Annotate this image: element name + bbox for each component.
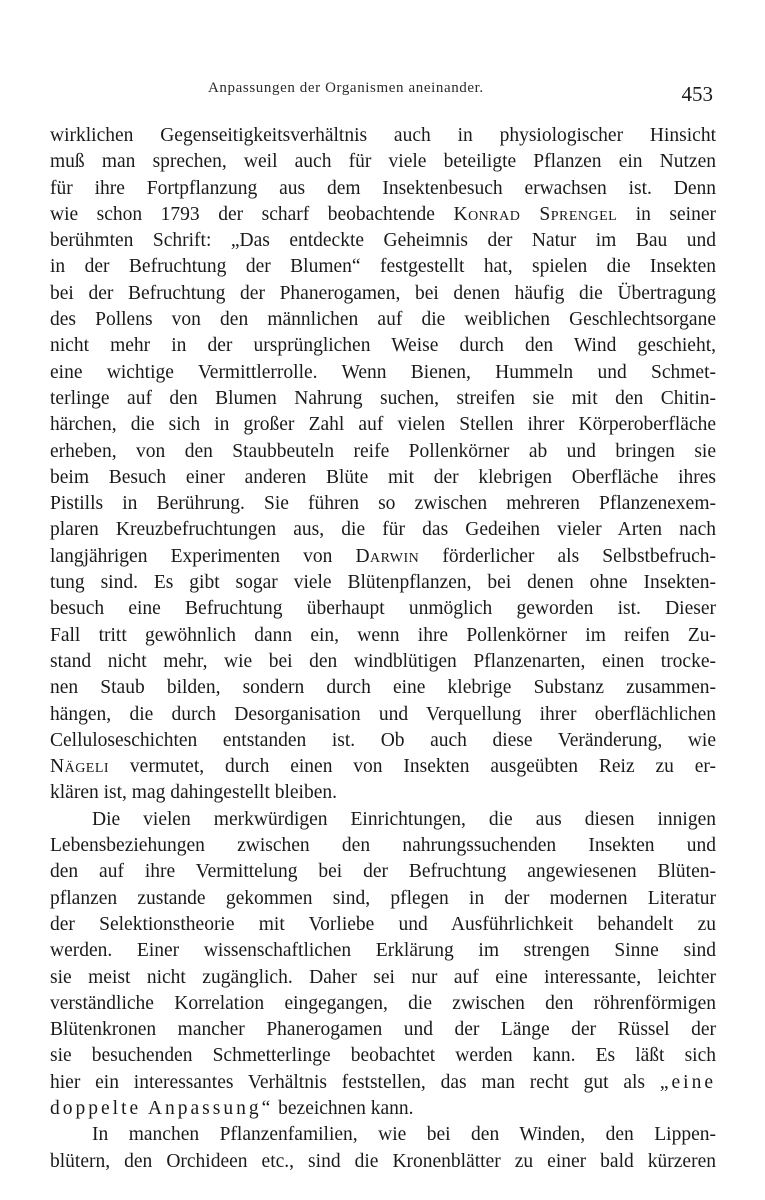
text-segment: langjährigen Experimenten von <box>50 545 356 567</box>
running-title: Anpassungen der Organismen aneinander. <box>208 80 484 96</box>
text-line <box>50 544 716 570</box>
author-name: Darwin <box>355 545 420 567</box>
text-line: der Selektionstheorie mit Vorliebe und Ausführlichkeit behandelt zu <box>50 913 716 935</box>
text-line: den auf ihre Vermittelung bei der Befruchtung angewiesenen Blüten- <box>50 861 716 883</box>
text-line: des Pollens von den männlichen auf die weiblichen Geschlechtsorgane <box>50 309 716 331</box>
text-line: klären ist, mag dahingestellt bleiben. <box>50 782 338 804</box>
text-line: erheben, von den Staubbeuteln reife Pollenkörner ab und bringen sie <box>50 440 716 462</box>
text-line: für ihre Fortpflanzung aus dem Insektenbesuch erwachsen ist. Denn <box>50 177 716 199</box>
text-line: nen Staub bilden, sondern durch eine klebrige Substanz zusammen- <box>50 677 716 699</box>
text-segment: bezeichnen kann. <box>273 1097 414 1119</box>
spaced-emphasis: „eine <box>659 1071 716 1093</box>
text-line: plaren Kreuzbefruchtungen aus, die für das Gedeihen vieler Arten nach <box>50 519 716 541</box>
text-line: härchen, die sich in großer Zahl auf vielen Stellen ihrer Körperoberfläche <box>50 414 716 436</box>
text-line: tung sind. Es gibt sogar viele Blütenpflanzen, bei denen ohne Insekten- <box>50 572 716 594</box>
text-segment: vermutet, durch einen von Insekten ausgeübten Reiz zu er- <box>109 756 716 778</box>
text-line: sie besuchenden Schmetterlinge beobachtet werden kann. Es läßt sich <box>50 1045 716 1067</box>
text-segment: wie schon 1793 der scharf beobachtende <box>50 203 454 225</box>
text-line: pflanzen zustande gekommen sind, pflegen in der modernen Literatur <box>50 887 716 909</box>
text-line: hängen, die durch Desorganisation und Verquellung ihrer oberflächlichen <box>50 703 716 725</box>
text-segment: in seiner <box>617 203 716 225</box>
text-line: terlinge auf den Blumen Nahrung suchen, streifen sie mit den Chitin- <box>50 387 716 409</box>
text-line <box>50 1070 716 1096</box>
running-head <box>0 76 765 106</box>
text-line <box>50 202 716 228</box>
text-line: beim Besuch einer anderen Blüte mit der klebrigen Oberfläche ihres <box>50 466 716 488</box>
text-line: werden. Einer wissenschaftlichen Erklärung im strengen Sinne sind <box>50 940 716 962</box>
text-line: Lebensbeziehungen zwischen den nahrungssuchenden Insekten und <box>50 835 716 857</box>
text-line: berühmten Schrift: „Das entdeckte Geheimnis der Natur im Bau und <box>50 230 716 252</box>
text-line: sie meist nicht zugänglich. Daher sei nur auf eine interessante, leichter <box>50 966 716 988</box>
text-line: Die vielen merkwürdigen Einrichtungen, die aus diesen innigen <box>92 808 716 830</box>
text-segment: hier ein interessantes Verhältnis feststellen, das man recht gut als <box>50 1071 660 1093</box>
page-number: 453 <box>681 82 713 106</box>
text-line: bei der Befruchtung der Phanerogamen, bei denen häufig die Übertragung <box>50 282 716 304</box>
text-line: besuch eine Befruchtung überhaupt unmöglich geworden ist. Dieser <box>50 598 716 620</box>
text-line: in der Befruchtung der Blumen“ festgestellt hat, spielen die Insekten <box>50 256 716 278</box>
author-name: Nägeli <box>50 756 110 778</box>
text-segment: förderlicher als Selbstbefruch- <box>419 545 716 567</box>
spaced-emphasis: doppelte Anpassung“ <box>50 1097 274 1119</box>
text-line: wirklichen Gegenseitigkeitsverhältnis auch in physiologischer Hinsicht <box>50 125 716 146</box>
text-line <box>50 1096 716 1122</box>
text-line: eine wichtige Vermittlerrolle. Wenn Bienen, Hummeln und Schmet- <box>50 361 716 383</box>
text-line: Celluloseschichten entstanden ist. Ob auch diese Veränderung, wie <box>50 729 716 751</box>
text-line: blütern, den Orchideen etc., sind die Kronenblätter zu einer bald kürzeren <box>50 1150 716 1172</box>
text-line: muß man sprechen, weil auch für viele beteiligte Pflanzen ein Nutzen <box>50 151 716 173</box>
text-line: Blütenkronen mancher Phanerogamen und der Länge der Rüssel der <box>50 1019 716 1041</box>
body-text <box>50 123 716 1175</box>
text-line: In manchen Pflanzenfamilien, wie bei den Winden, den Lippen- <box>92 1124 716 1146</box>
author-name: Konrad Sprengel <box>453 203 618 225</box>
text-line: Pistills in Berührung. Sie führen so zwischen mehreren Pflanzenexem- <box>50 493 716 515</box>
text-line: verständliche Korrelation eingegangen, die zwischen den röhrenförmigen <box>50 992 716 1014</box>
text-line <box>50 754 716 780</box>
text-line: Fall tritt gewöhnlich dann ein, wenn ihre Pollenkörner im reifen Zu- <box>50 624 716 646</box>
text-line: stand nicht mehr, wie bei den windblütigen Pflanzenarten, einen trocke- <box>50 650 716 672</box>
text-line: nicht mehr in der ursprünglichen Weise durch den Wind geschieht, <box>50 335 716 357</box>
